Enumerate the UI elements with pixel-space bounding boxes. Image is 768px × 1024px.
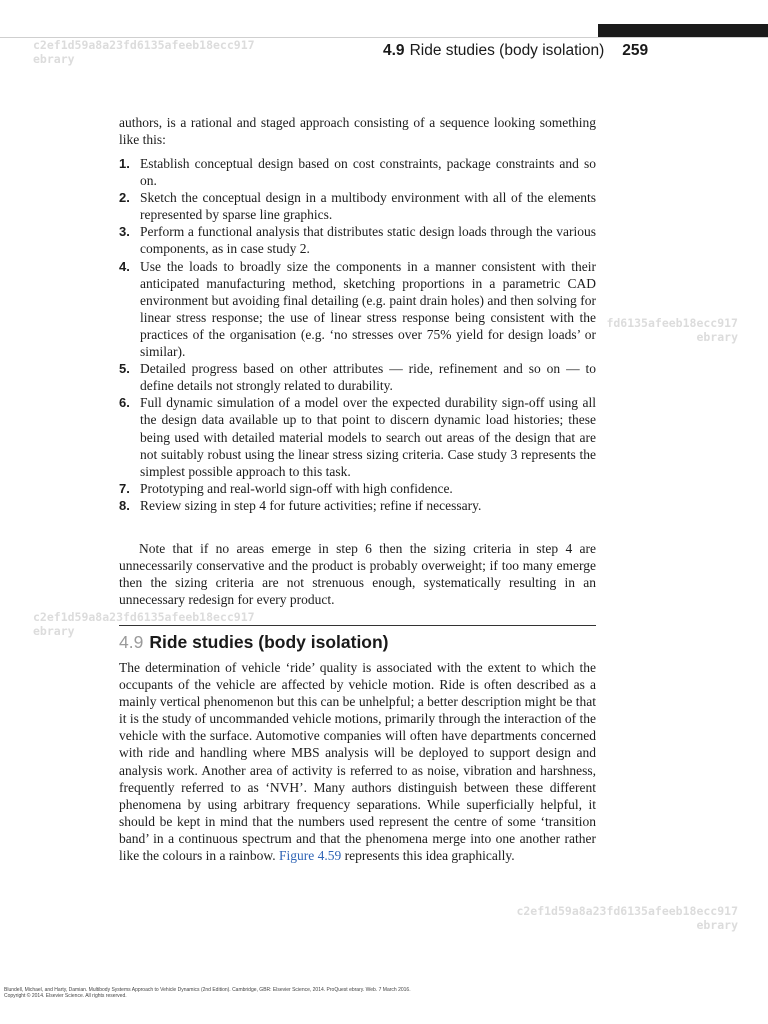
- watermark-label: ebrary: [696, 330, 738, 344]
- list-item: [119, 223, 596, 257]
- watermark-label: ebrary: [33, 52, 75, 66]
- step-number: 6.: [119, 395, 130, 411]
- step-number: 2.: [119, 190, 130, 206]
- section-paragraph-end: represents this idea graphically.: [344, 848, 515, 864]
- figure-link[interactable]: Figure 4.59: [278, 848, 342, 864]
- intro-paragraph: authors, is a rational and staged approach consisting of a sequence looking something like this:: [119, 115, 596, 148]
- step-text: Full dynamic simulation of a model over the expected durability sign-off using all the design data available up to that point to discern dynamic load histories; these being used with detailed material models to search out areas of the design that are not suitably robust using the linear stress sizing criteria. Case study 3 represents the simplest possible approach to this task.: [140, 395, 596, 479]
- list-item: [119, 480, 596, 497]
- step-text: Perform a functional analysis that distributes static design loads through the various components, as in case study 2.: [140, 224, 596, 257]
- watermark-code: c2ef1d59a8a23fd6135afeeb18ecc917: [33, 610, 255, 624]
- footer-copyright: Copyright © 2014. Elsevier Science. All rights reserved.: [4, 993, 127, 999]
- section-title: Ride studies (body isolation): [149, 632, 389, 652]
- step-number: 5.: [119, 361, 130, 377]
- header-bar: [598, 24, 768, 37]
- watermark-code: c2ef1d59a8a23fd6135afeeb18ecc917: [516, 904, 738, 918]
- watermark-code-partial: fd6135afeeb18ecc917: [606, 316, 738, 330]
- section-rule: [119, 625, 596, 626]
- page-number: 259: [622, 42, 649, 59]
- step-number: 1.: [119, 156, 130, 171]
- list-item: [119, 155, 596, 189]
- watermark-label: ebrary: [33, 624, 75, 638]
- list-item: [119, 394, 596, 479]
- section-paragraph-text: The determination of vehicle ‘ride’ quality is associated with the extent to which the occupants of the vehicle are affected by vehicle motion. Ride is often described as a mainly vertical phenomenon but this can be unhelpful; a better description might be that it is the study of uncommanded vehicle motions, primarily through the interaction of the vehicle with the surface. Automotive companies will often have departments concerned with ride and handling where MBS analysis will be deployed to support design and analysis work. Another area of activity is referred to as noise, vibration and harshness, frequently referred to as ‘NVH’. Many authors distinguish between these different phenomena by using arbitrary frequency separations. While superficially helpful, it should be kept in mind that the numbers used represent the centre of some ‘transition band’ in a continuous spectrum and that the phenomena merge into one another rather like the colours in a rainbow.: [119, 660, 596, 864]
- list-item: [119, 189, 596, 223]
- watermark-label: ebrary: [696, 918, 738, 932]
- note-paragraph: Note that if no areas emerge in step 6 then the sizing criteria in step 4 are unnecessarily conservative and the product is probably overweight; if too many emerge then the sizing criteria are not strenuous enough, systematically resulting in an unnecessary redesign for every product.: [119, 541, 596, 608]
- watermark-bottom-right: [490, 904, 738, 932]
- step-number: 8.: [119, 497, 130, 513]
- list-item: [119, 497, 596, 514]
- step-number: 3.: [119, 224, 130, 240]
- watermark-top-left: [33, 38, 255, 66]
- step-text: Use the loads to broadly size the components in a manner consistent with their anticipated manufacturing method, sketching proportions in a parametric CAD environment but avoiding final detailing (e.g. paint drain holes) and then solving for linear stress response; the use of linear stress response being consistent with the practices of the organisation (e.g. ‘no stresses over 75% yield for design loads’ or similar).: [140, 258, 596, 360]
- watermark-code: c2ef1d59a8a23fd6135afeeb18ecc917: [33, 38, 255, 52]
- step-text: Sketch the conceptual design in a multibody environment with all of the elements represented by sparse line graphics.: [140, 190, 596, 223]
- step-text: Establish conceptual design based on cost constraints, package constraints and so on.: [140, 156, 596, 189]
- footer-citation: [4, 987, 411, 999]
- running-head: [383, 42, 648, 60]
- list-item: [119, 258, 596, 361]
- section-paragraph: [119, 659, 596, 864]
- running-head-title: Ride studies (body isolation): [409, 42, 605, 59]
- list-item: [119, 360, 596, 394]
- section-number: 4.9: [119, 632, 144, 652]
- step-number: 7.: [119, 480, 130, 496]
- step-text: Review sizing in step 4 for future activities; refine if necessary.: [140, 497, 482, 513]
- section-heading: [119, 632, 389, 653]
- step-number: 4.: [119, 258, 130, 274]
- footer-citation-line: Blundell, Michael, and Harty, Damian. Multibody Systems Approach to Vehicle Dynamics (2nd Edition). Cambridge, GBR: Elsevier Science, 2014. ProQuest ebrary. Web. 7 March 2016.: [4, 987, 411, 993]
- step-text: Detailed progress based on other attributes — ride, refinement and so on — to define details not strongly related to durability.: [140, 361, 596, 394]
- watermark-middle-right: [590, 316, 738, 344]
- running-head-section-number: 4.9: [383, 42, 405, 59]
- step-list: [119, 155, 596, 514]
- step-text: Prototyping and real-world sign-off with high confidence.: [140, 480, 453, 496]
